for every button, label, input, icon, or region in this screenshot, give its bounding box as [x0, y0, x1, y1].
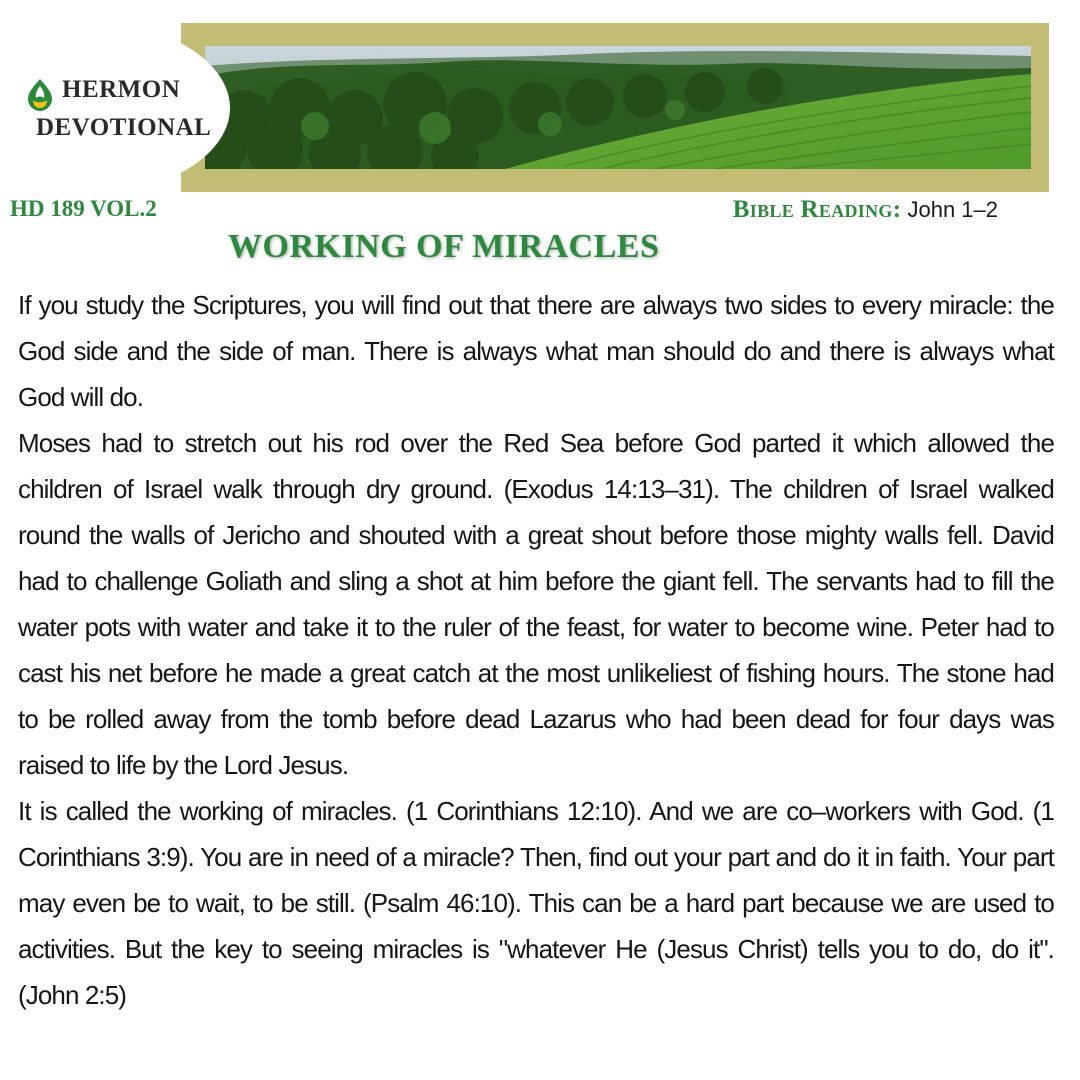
flame-drop-icon — [22, 78, 58, 112]
bible-reading — [733, 196, 998, 224]
body-paragraph: If you study the Scriptures, you will find out that there are always two sides to every miracle: the God side and the side of man. There is always what man should do and there is always what God will do. — [18, 290, 1054, 412]
brand-name-line1: HERMON — [62, 76, 181, 103]
body-paragraph: Moses had to stretch out his rod over the Red Sea before God parted it which allowed the children of Israel walk through dry ground. (Exodus 14:13–31). The children of Israel walked round the walls of Jericho and shouted with a great shout before those mighty walls fell. David had to challenge Goliath and sling a shot at him before the giant fell. The servants had to fill the water pots with water and take it to the ruler of the feast, for water to become wine. Peter had to cast his net before he made a great catch at the most unlikeliest of fishing hours. The stone had to be rolled away from the tomb before dead Lazarus who had been dead for four days was raised to life by the Lord Jesus. — [18, 428, 1054, 780]
bible-reading-reference: John 1–2 — [907, 197, 998, 222]
body-paragraph: It is called the working of miracles. (1 Corinthians 12:10). And we are co–workers with God. (1 Corinthians 3:9). You are in need of a miracle? Then, find out your part and do it in faith. Your part may even be to wait, to be still. (Psalm 46:10). This can be a hard part because we are used to activities. But the key to seeing miracles is "whatever He (Jesus Christ) tells you to do, do it". (John 2:5) — [18, 796, 1054, 1010]
devotional-code: HD 189 VOL.2 — [10, 196, 157, 221]
brand-logo — [22, 74, 222, 144]
devotional-title: WORKING OF MIRACLES — [228, 228, 660, 265]
devotional-body — [18, 282, 1054, 1018]
brand-name-line2: DEVOTIONAL — [36, 114, 212, 141]
bible-reading-label: Bible Reading: — [732, 196, 902, 223]
banner-landscape-image — [205, 46, 1031, 169]
